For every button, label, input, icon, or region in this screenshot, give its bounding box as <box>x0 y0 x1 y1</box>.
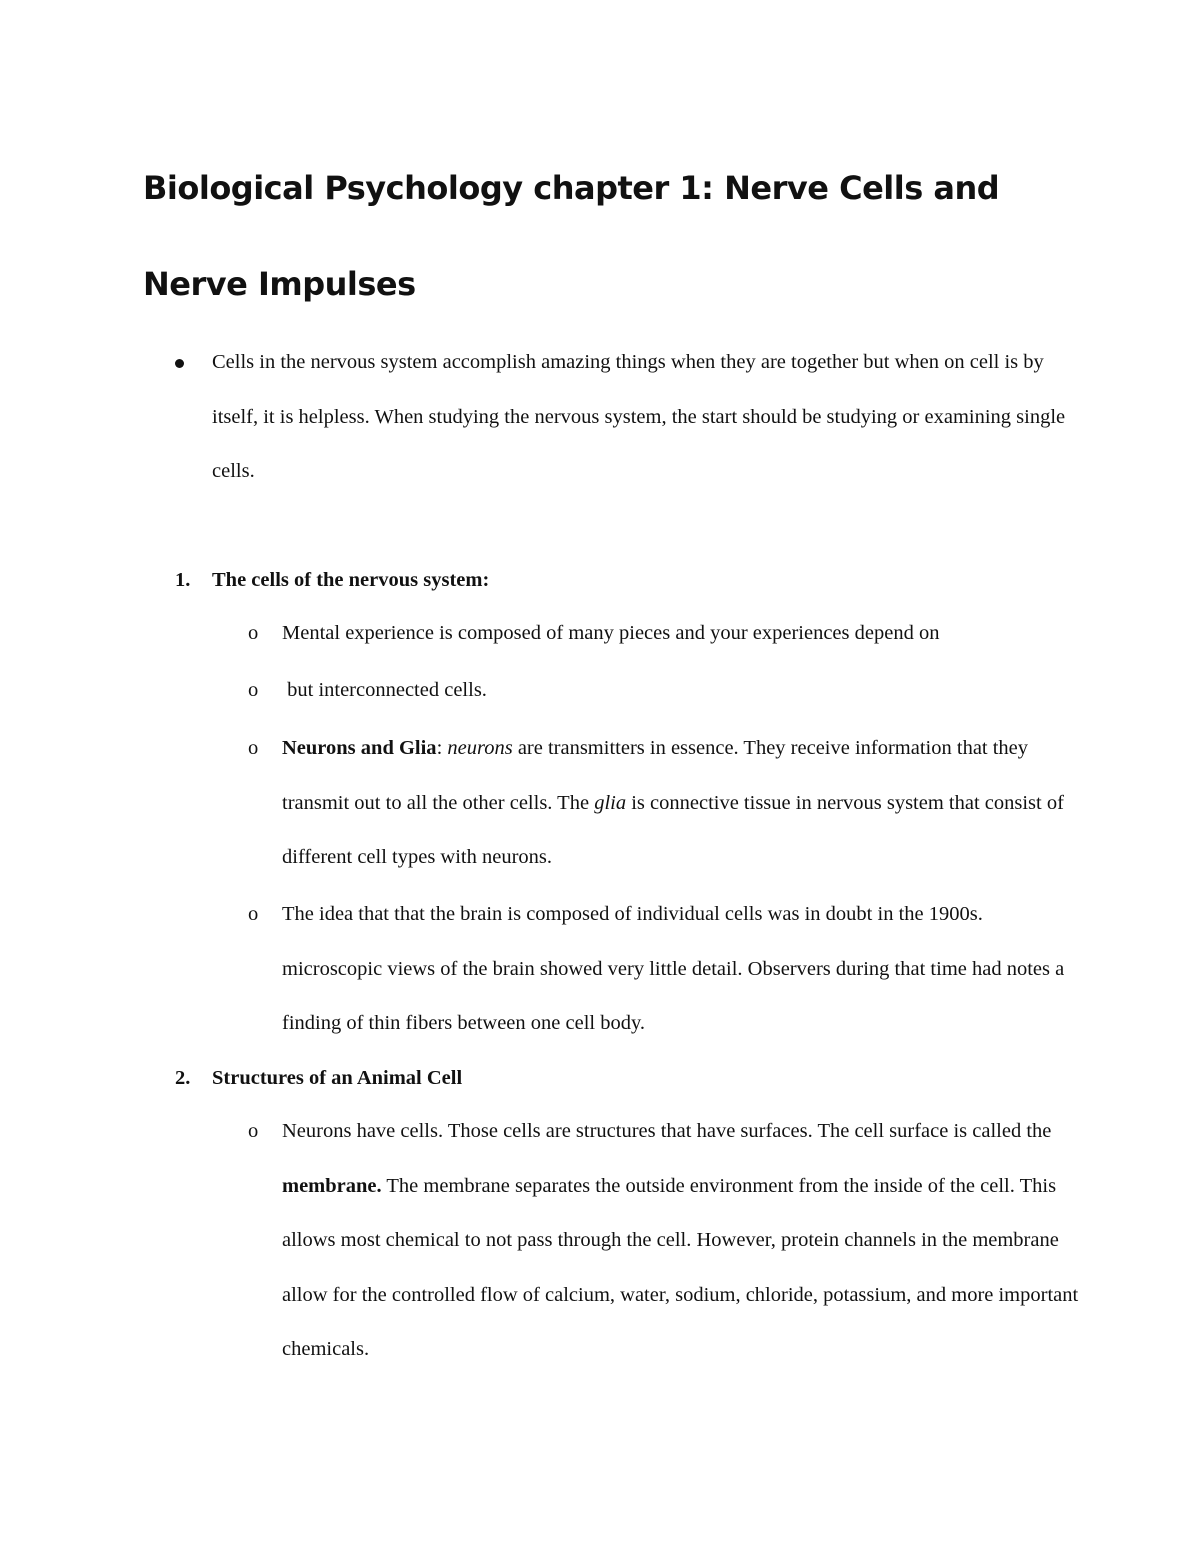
list-item <box>282 721 1082 885</box>
term-italic: neurons <box>447 737 513 759</box>
list-item <box>282 1104 1082 1377</box>
item-text: The membrane separates the outside environment from the inside of the cell. This allows most chemical to not pass through the cell. However, protein channels in the membrane allow for the controlled flow of calcium, water, sodium, chloride, potassium, and more important chemicals. <box>282 1174 1079 1360</box>
term-bold: membrane. <box>282 1174 382 1197</box>
term-bold: Neurons and Glia <box>282 737 437 759</box>
item-text: are transmitters in essence. They receive information that they transmit out to all the other cells. The <box>282 737 1029 814</box>
item-text: : <box>436 737 448 759</box>
bullet-icon <box>175 359 184 368</box>
term-italic: glia <box>594 791 627 814</box>
page-title: Biological Psychology chapter 1: Nerve Cells and Nerve Impulses <box>143 169 1000 303</box>
item-text: Neurons have cells. Those cells are structures that have surfaces. The cell surface is called the <box>282 1120 1052 1142</box>
intro-paragraph: Cells in the nervous system accomplish amazing things when they are together but when on cell is by itself, it is helpless. When studying the nervous system, the start should be studying or examining single cells. <box>212 351 1066 482</box>
list-item: but interconnected cells. <box>282 679 487 701</box>
sub-bullet-icon: o <box>248 903 259 925</box>
list-item: Mental experience is composed of many pieces and your experiences depend on <box>282 622 940 644</box>
sub-bullet-icon: o <box>248 737 259 759</box>
item-text: is connective tissue in nervous system that consist of different cell types with neurons. <box>282 791 1064 868</box>
section-heading: The cells of the nervous system: <box>212 569 490 591</box>
list-item: The idea that that the brain is composed of individual cells was in doubt in the 1900s. microscopic views of the brain showed very little detail. Observers during that time had notes a finding of thin fibers between one cell body. <box>282 903 1065 1034</box>
sub-bullet-icon: o <box>248 679 259 701</box>
section-heading: Structures of an Animal Cell <box>212 1067 463 1089</box>
section-number: 1. <box>175 569 191 591</box>
sub-bullet-icon: o <box>248 1120 259 1142</box>
section-number: 2. <box>175 1067 191 1089</box>
sub-bullet-icon: o <box>248 622 259 644</box>
